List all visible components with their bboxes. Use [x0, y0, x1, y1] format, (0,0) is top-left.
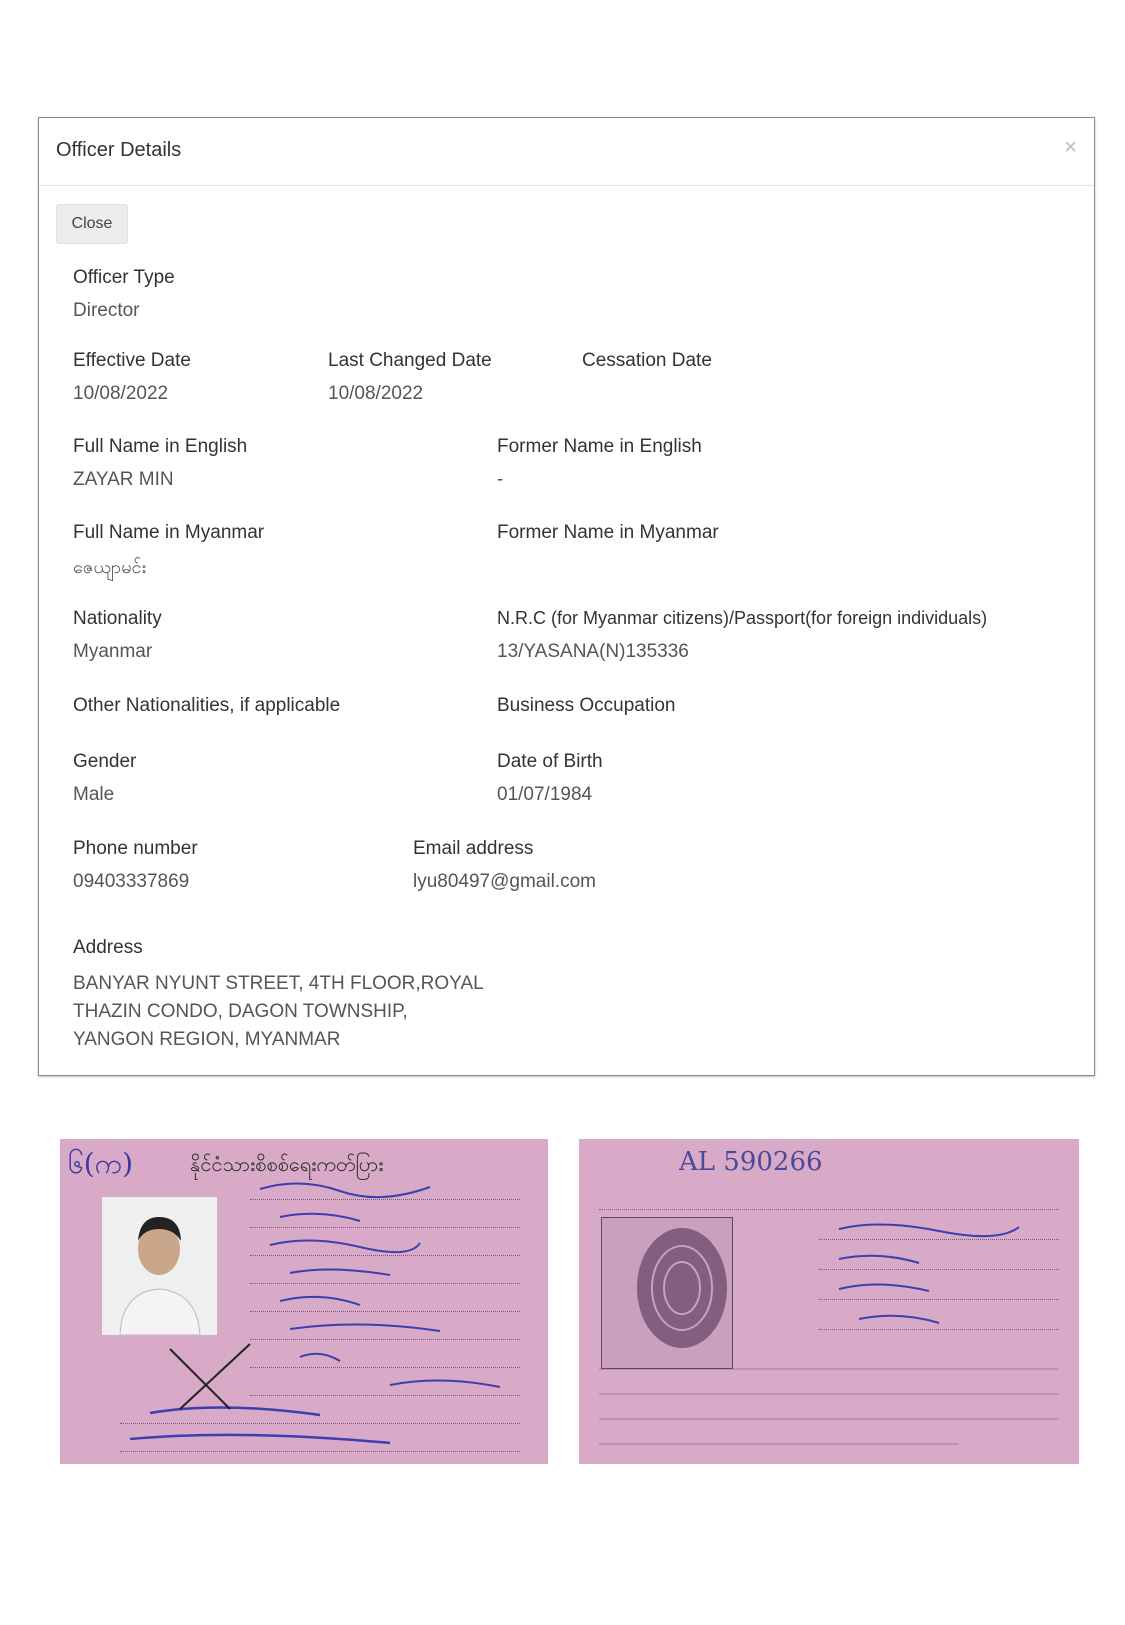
full-name-myanmar-value: ဇေယျာမင်း — [73, 557, 147, 578]
email-address-value: lyu80497@gmail.com — [413, 871, 596, 892]
date-of-birth-value: 01/07/1984 — [497, 784, 593, 805]
former-name-english-value: - — [497, 469, 504, 490]
full-name-english-value: ZAYAR MIN — [73, 469, 174, 490]
close-icon[interactable]: × — [1064, 134, 1077, 159]
officer-type-value: Director — [73, 300, 140, 321]
nrc-card-back-image — [579, 1139, 1079, 1464]
address-label: Address — [73, 937, 143, 958]
business-occupation-label: Business Occupation — [497, 695, 676, 716]
nrc-passport-value: 13/YASANA(N)135336 — [497, 641, 689, 662]
card-heading: နိုင်ငံသားစိစစ်ရေးကတ်ပြား — [190, 1152, 384, 1176]
address-value: BANYAR NYUNT STREET, 4TH FLOOR,ROYAL THAZIN CONDO, DAGON TOWNSHIP, YANGON REGION, MYANMAR — [73, 973, 483, 1050]
last-changed-date-label: Last Changed Date — [328, 350, 492, 371]
nationality-label: Nationality — [73, 608, 162, 629]
nrc-passport-label: N.R.C (for Myanmar citizens)/Passport(for foreign individuals) — [497, 608, 988, 628]
nationality-value: Myanmar — [73, 641, 153, 662]
card-serial-number: AL 590266 — [679, 1147, 823, 1177]
other-nationalities-label: Other Nationalities, if applicable — [73, 695, 341, 716]
officer-details-modal — [38, 117, 1095, 1076]
cessation-date-label: Cessation Date — [582, 350, 712, 371]
effective-date-value: 10/08/2022 — [73, 383, 169, 404]
effective-date-label: Effective Date — [73, 350, 191, 371]
gender-value: Male — [73, 784, 115, 805]
former-name-english-label: Former Name in English — [497, 436, 702, 457]
nrc-card-front-image — [60, 1139, 548, 1464]
card-corner-code: ၆(က) — [68, 1147, 133, 1180]
email-address-label: Email address — [413, 838, 534, 859]
phone-number-value: 09403337869 — [73, 871, 190, 892]
full-name-english-label: Full Name in English — [73, 436, 248, 457]
close-button[interactable]: Close — [56, 204, 128, 244]
former-name-myanmar-label: Former Name in Myanmar — [497, 522, 719, 543]
last-changed-date-value: 10/08/2022 — [328, 383, 424, 404]
date-of-birth-label: Date of Birth — [497, 751, 603, 772]
modal-title: Officer Details — [56, 139, 182, 161]
modal-header — [39, 118, 1094, 186]
full-name-myanmar-label: Full Name in Myanmar — [73, 522, 265, 543]
officer-type-label: Officer Type — [73, 267, 175, 288]
gender-label: Gender — [73, 751, 137, 772]
phone-number-label: Phone number — [73, 838, 198, 859]
